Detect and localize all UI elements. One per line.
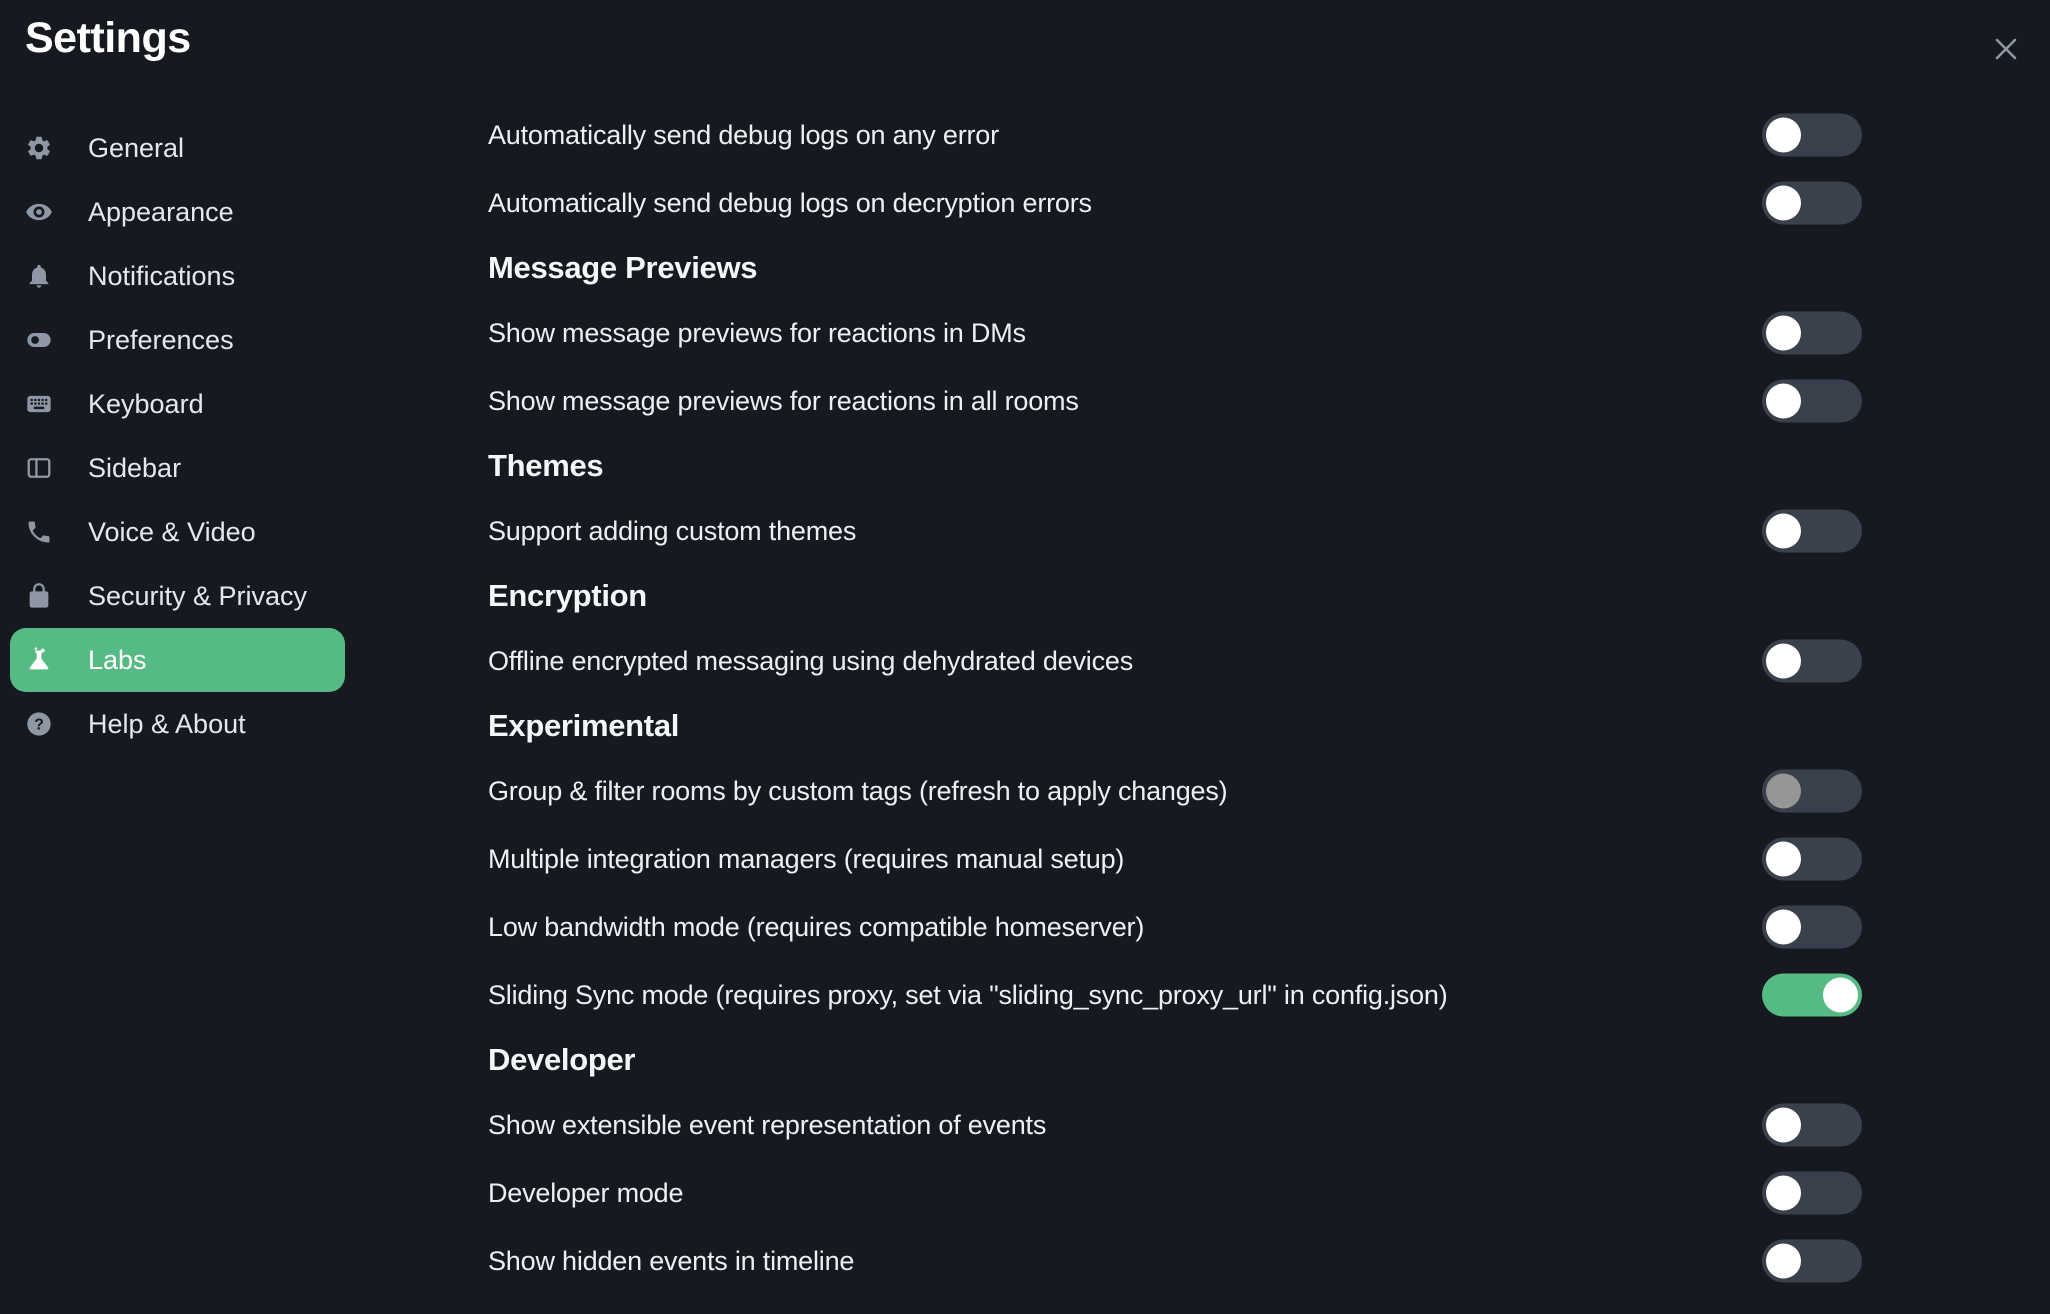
sidebar-item-label: Security & Privacy — [88, 580, 308, 611]
toggle-switch[interactable] — [1762, 1172, 1862, 1215]
setting-row — [488, 367, 1958, 435]
setting-row — [488, 893, 1958, 961]
bell-icon — [24, 262, 54, 290]
toggle-switch[interactable] — [1762, 380, 1862, 423]
toggle-knob — [1766, 644, 1801, 679]
toggle-switch[interactable] — [1762, 114, 1862, 157]
section-heading-label: Encryption — [488, 578, 647, 613]
setting-label: Show message previews for reactions in all rooms — [488, 385, 1079, 416]
sidebar-item-notifications[interactable] — [10, 244, 345, 308]
sidebar-item-sidebar[interactable] — [10, 436, 345, 500]
section-heading-label: Experimental — [488, 708, 680, 743]
setting-label: Automatically send debug logs on decryption errors — [488, 187, 1092, 218]
lock-icon — [24, 582, 54, 610]
toggle-knob — [1766, 842, 1801, 877]
toggle-knob — [1766, 910, 1801, 945]
toggle-switch[interactable] — [1762, 1104, 1862, 1147]
page-title: Settings — [25, 14, 191, 62]
section-heading — [488, 565, 1958, 627]
setting-label: Low bandwidth mode (requires compatible homeserver) — [488, 911, 1145, 942]
eye-icon — [24, 198, 54, 226]
toggle-switch[interactable] — [1762, 770, 1862, 813]
toggle-switch[interactable] — [1762, 182, 1862, 225]
sidebar-item-label: Labs — [88, 644, 147, 675]
toggle-switch[interactable] — [1762, 640, 1862, 683]
setting-row — [488, 299, 1958, 367]
settings-sidebar — [10, 116, 345, 756]
sidebar-item-label: Sidebar — [88, 452, 182, 483]
setting-label: Show extensible event representation of events — [488, 1109, 1047, 1140]
sidebar-item-label: Appearance — [88, 196, 234, 227]
setting-row — [488, 1227, 1958, 1295]
setting-row — [488, 627, 1958, 695]
toggle-knob — [1823, 978, 1858, 1013]
toggle-knob — [1766, 1244, 1801, 1279]
toggle-switch[interactable] — [1762, 510, 1862, 553]
toggle-icon — [24, 326, 54, 354]
sidebar-item-security-privacy[interactable] — [10, 564, 345, 628]
help-icon — [24, 710, 54, 738]
toggle-knob — [1766, 384, 1801, 419]
gear-icon — [24, 134, 54, 162]
toggle-switch[interactable] — [1762, 906, 1862, 949]
sidebar-item-help-about[interactable] — [10, 692, 345, 756]
labs-settings-panel — [488, 101, 1958, 1295]
section-heading — [488, 237, 1958, 299]
svg-text:?: ? — [34, 716, 44, 734]
toggle-knob — [1766, 514, 1801, 549]
sidebar-item-labs[interactable] — [10, 628, 345, 692]
setting-label: Support adding custom themes — [488, 515, 857, 546]
sidebar-item-keyboard[interactable] — [10, 372, 345, 436]
toggle-knob — [1766, 316, 1801, 351]
setting-label: Show hidden events in timeline — [488, 1245, 855, 1276]
toggle-switch[interactable] — [1762, 1240, 1862, 1283]
setting-row — [488, 169, 1958, 237]
close-icon — [1989, 32, 2023, 66]
setting-row — [488, 757, 1958, 825]
toggle-switch[interactable] — [1762, 838, 1862, 881]
close-button[interactable] — [1988, 31, 2024, 67]
sidebar-item-appearance[interactable] — [10, 180, 345, 244]
setting-label: Multiple integration managers (requires manual setup) — [488, 843, 1125, 874]
setting-label: Group & filter rooms by custom tags (refresh to apply changes) — [488, 775, 1228, 806]
sidebar-item-label: General — [88, 132, 185, 163]
setting-row — [488, 825, 1958, 893]
setting-row — [488, 101, 1958, 169]
toggle-knob — [1766, 1108, 1801, 1143]
setting-row — [488, 961, 1958, 1029]
setting-label: Show message previews for reactions in DMs — [488, 317, 1026, 348]
section-heading-label: Themes — [488, 448, 604, 483]
setting-label: Sliding Sync mode (requires proxy, set via "sliding_sync_proxy_url" in config.json) — [488, 979, 1448, 1010]
sidebar-item-label: Preferences — [88, 324, 234, 355]
sidebar-item-general[interactable] — [10, 116, 345, 180]
sidebar-item-label: Help & About — [88, 708, 246, 739]
toggle-knob — [1766, 118, 1801, 153]
toggle-switch[interactable] — [1762, 974, 1862, 1017]
toggle-knob — [1766, 1176, 1801, 1211]
section-heading — [488, 435, 1958, 497]
toggle-switch[interactable] — [1762, 312, 1862, 355]
setting-label: Developer mode — [488, 1177, 684, 1208]
setting-label: Offline encrypted messaging using dehydrated devices — [488, 645, 1133, 676]
section-heading — [488, 1029, 1958, 1091]
section-heading-label: Message Previews — [488, 250, 758, 285]
panels-icon — [24, 454, 54, 482]
sidebar-item-voice-video[interactable] — [10, 500, 345, 564]
section-heading — [488, 695, 1958, 757]
flask-icon — [24, 646, 54, 674]
setting-row — [488, 1091, 1958, 1159]
keyboard-icon — [24, 390, 54, 418]
section-heading-label: Developer — [488, 1042, 636, 1077]
setting-row — [488, 1159, 1958, 1227]
setting-row — [488, 497, 1958, 565]
toggle-knob — [1766, 774, 1801, 809]
setting-label: Automatically send debug logs on any error — [488, 119, 999, 150]
sidebar-item-label: Notifications — [88, 260, 236, 291]
sidebar-item-label: Keyboard — [88, 388, 204, 419]
sidebar-item-label: Voice & Video — [88, 516, 256, 547]
sidebar-item-preferences[interactable] — [10, 308, 345, 372]
toggle-knob — [1766, 186, 1801, 221]
phone-icon — [24, 518, 54, 546]
